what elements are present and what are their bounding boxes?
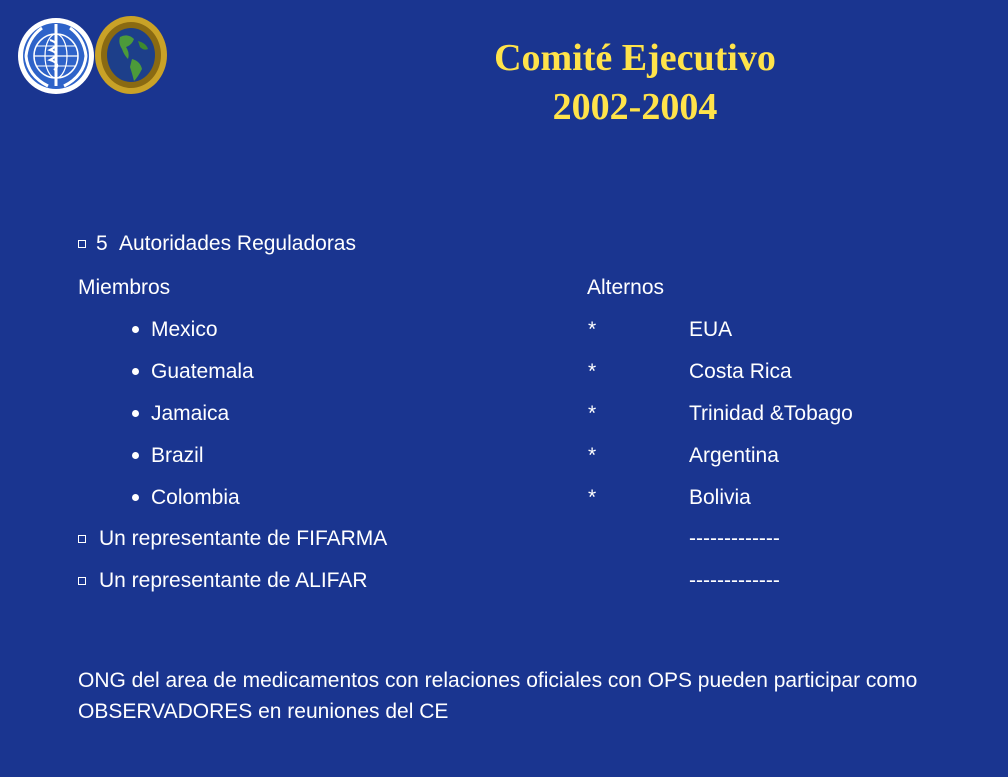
member-country: Guatemala — [151, 360, 254, 383]
alternate-country: Costa Rica — [689, 360, 792, 383]
member-country: Brazil — [151, 444, 204, 467]
alternate-country: Argentina — [689, 444, 779, 467]
alternate-marker: * — [588, 486, 597, 509]
alternate-marker: * — [588, 444, 597, 467]
member-country: Colombia — [151, 486, 240, 509]
round-bullet-icon — [132, 326, 139, 333]
members-header: Miembros — [78, 276, 171, 299]
round-bullet-icon — [132, 494, 139, 501]
square-bullet-icon — [78, 535, 86, 543]
round-bullet-icon — [132, 452, 139, 459]
representative-alternate: ------------- — [689, 527, 780, 550]
round-bullet-icon — [132, 368, 139, 375]
page-title: Comité Ejecutivo — [494, 37, 776, 79]
alternate-country: Trinidad &Tobago — [689, 402, 853, 425]
representative-label: Un representante de FIFARMA — [99, 527, 388, 550]
alternate-country: EUA — [689, 318, 733, 341]
alternates-header: Alternos — [587, 276, 665, 299]
who-logo-icon — [16, 16, 96, 96]
alternate-marker: * — [588, 318, 597, 341]
representative-label: Un representante de ALIFAR — [99, 569, 368, 592]
ops-logo-icon — [94, 15, 168, 95]
alternate-marker: * — [588, 402, 597, 425]
member-country: Jamaica — [151, 402, 230, 425]
alternate-marker: * — [588, 360, 597, 383]
intro-label: Autoridades Reguladoras — [119, 232, 356, 255]
page-subtitle-years: 2002-2004 — [552, 86, 718, 128]
square-bullet-icon — [78, 240, 86, 248]
alternate-country: Bolivia — [689, 486, 751, 509]
representative-alternate: ------------- — [689, 569, 780, 592]
member-country: Mexico — [151, 318, 218, 341]
round-bullet-icon — [132, 410, 139, 417]
square-bullet-icon — [78, 577, 86, 585]
intro-number: 5 — [96, 232, 108, 255]
observers-note: ONG del area de medicamentos con relaciones oficiales con OPS pueden participar como OBSERVADORES en reuniones del CE — [78, 669, 918, 723]
